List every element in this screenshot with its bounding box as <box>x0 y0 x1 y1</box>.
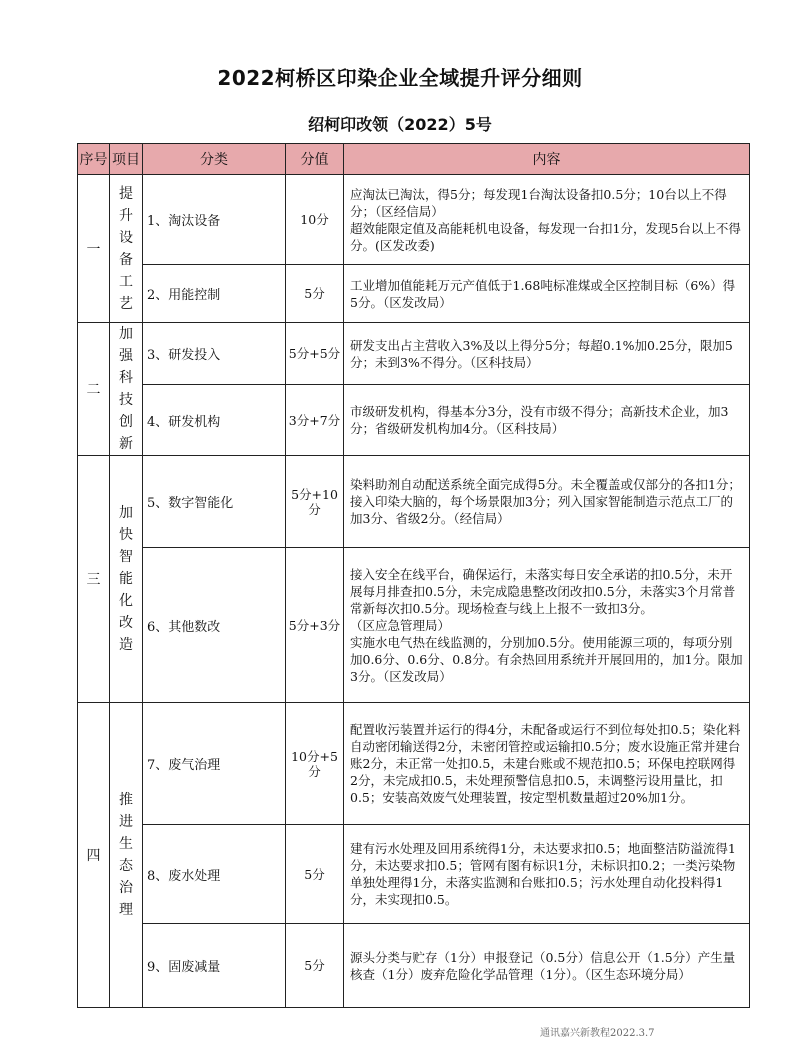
content-paragraph: 接入安全在线平台，确保运行，未落实每日安全承诺的扣0.5分，未开展每月排查扣0.5分，未完成隐患整改闭改扣0.5分，未落实3个月常普常新每次扣0.5分。现场检查与线上上报不一致扣3分。 <box>350 566 736 616</box>
item-content <box>344 323 750 385</box>
category-char: 艺 <box>119 295 133 312</box>
table-row <box>78 175 750 265</box>
category-char: 创 <box>119 414 133 430</box>
category-char: 提 <box>119 185 133 202</box>
item-name: 6、其他数改 <box>143 548 286 703</box>
category-char: 智 <box>119 549 133 565</box>
content-paragraph: 工业增加值能耗万元产值低于1.68吨标准煤或全区控制目标（6%）得5分。（区发改局） <box>350 277 736 310</box>
category-char: 改 <box>119 615 133 631</box>
table-row <box>78 548 750 703</box>
item-content <box>344 703 750 825</box>
header-project: 项目 <box>110 144 143 175</box>
table-row <box>78 265 750 323</box>
scoring-table <box>77 143 750 1008</box>
item-content <box>344 456 750 548</box>
item-score: 10分 <box>286 175 344 265</box>
table-row <box>78 703 750 825</box>
category-char: 加 <box>119 326 133 342</box>
document-subtitle: 绍柯印改领（2022）5号 <box>308 115 492 134</box>
group-category <box>110 456 143 703</box>
category-char: 治 <box>119 880 133 896</box>
item-score: 3分+7分 <box>286 385 344 456</box>
table-row <box>78 825 750 924</box>
item-score: 5分+5分 <box>286 323 344 385</box>
category-char: 进 <box>119 814 133 830</box>
item-score: 10分+5分 <box>286 703 344 825</box>
header-content: 内容 <box>344 144 750 175</box>
item-score: 5分 <box>286 265 344 323</box>
content-paragraph: 研发支出占主营收入3%及以上得分5分；每超0.1%加0.25分，限加5分；未到3%不得分。（区科技局） <box>350 337 733 370</box>
item-score: 5分 <box>286 825 344 924</box>
content-paragraph: 应淘汰已淘汰，得5分；每发现1台淘汰设备扣0.5分；10台以上不得分；（区经信局） <box>350 186 727 219</box>
table-row <box>78 385 750 456</box>
item-name: 4、研发机构 <box>143 385 286 456</box>
content-paragraph: 染料助剂自动配送系统全面完成得5分。未全覆盖或仅部分的各扣1分；接入印染大脑的，每个场景限加3分；列入国家智能制造示范点工厂的加3分、省级2分。（经信局） <box>350 477 741 526</box>
category-char: 化 <box>119 593 133 609</box>
item-content <box>344 175 750 265</box>
category-char: 能 <box>119 571 133 587</box>
item-name: 9、固废减量 <box>143 924 286 1008</box>
item-name: 8、废水处理 <box>143 825 286 924</box>
group-category <box>110 703 143 1008</box>
category-char: 态 <box>119 858 133 874</box>
header-category: 分类 <box>143 144 286 175</box>
category-char: 理 <box>119 902 133 918</box>
category-char: 设 <box>119 229 133 246</box>
category-char: 造 <box>119 637 133 653</box>
item-score: 5分+3分 <box>286 548 344 703</box>
item-content <box>344 825 750 924</box>
category-char: 新 <box>119 436 133 452</box>
category-char: 生 <box>119 836 133 852</box>
item-score: 5分+10分 <box>286 456 344 548</box>
header-score: 分值 <box>286 144 344 175</box>
group-category <box>110 175 143 323</box>
item-content <box>344 548 750 703</box>
content-paragraph: 超效能限定值及高能耗机电设备，每发现一台扣1分，发现5台以上不得分。(区发改委) <box>350 220 741 253</box>
content-paragraph: 市级研发机构，得基本分3分，没有市级不得分；高新技术企业，加3分；省级研发机构加4分。（区科技局） <box>350 404 729 437</box>
group-number: 一 <box>78 175 110 323</box>
item-content <box>344 265 750 323</box>
content-paragraph: 建有污水处理及回用系统得1分，未达要求扣0.5；地面整洁防溢流得1分，未达要求扣0.5；管网有图有标识1分，未标识扣0.2；一类污染物单独处理得1分，未落实监测和台账扣0.5；污水处理自动化投料得1分，未实现扣0.5。 <box>350 841 736 907</box>
item-name: 5、数字智能化 <box>143 456 286 548</box>
group-number: 四 <box>78 703 110 1008</box>
document-title: 2022柯桥区印染企业全域提升评分细则 <box>217 66 583 90</box>
category-char: 技 <box>119 392 133 408</box>
category-char: 强 <box>119 348 133 364</box>
table-header-row <box>78 144 750 175</box>
category-char: 加 <box>119 505 133 521</box>
table-row <box>78 323 750 385</box>
category-char: 工 <box>119 273 133 290</box>
item-content <box>344 385 750 456</box>
item-name: 7、废气治理 <box>143 703 286 825</box>
item-content <box>344 924 750 1008</box>
category-char: 科 <box>119 370 133 386</box>
footer-watermark: 通讯嘉兴新教程2022.3.7 <box>540 1028 655 1039</box>
category-char: 备 <box>119 251 133 268</box>
content-paragraph: 实施水电气热在线监测的，分别加0.5分。使用能源三项的，每项分别加0.6分、0.6分、0.8分。有余热回用系统并开展回用的，加1分。限加3分。（区发改局） <box>350 634 743 684</box>
content-paragraph: （区应急管理局） <box>350 617 451 633</box>
category-char: 推 <box>119 792 133 808</box>
item-name: 1、淘汰设备 <box>143 175 286 265</box>
header-number: 序号 <box>78 144 110 175</box>
item-name: 2、用能控制 <box>143 265 286 323</box>
group-number: 三 <box>78 456 110 703</box>
category-char: 快 <box>119 527 133 543</box>
category-char: 升 <box>119 207 133 224</box>
item-score: 5分 <box>286 924 344 1008</box>
content-paragraph: 配置收污装置并运行的得4分，未配备或运行不到位每处扣0.5；染化料自动密闭输送得2分，未密闭管控或运输扣0.5分；废水设施正常并建台账2分，未正常一处扣0.5，未建台账或不规范扣0.5；环保电控联网得2分，未完成扣0.5，未处理预警信息扣0.5，未调整污设用量比，扣0.5；安装高效废气处理装置，按定型机数量超过20%加1分。 <box>350 722 741 805</box>
group-number: 二 <box>78 323 110 456</box>
group-category <box>110 323 143 456</box>
content-paragraph: 源头分类与贮存（1分）申报登记（0.5分）信息公开（1.5分）产生量核查（1分）废弃危险化学品管理（1分）。（区生态环境分局） <box>350 949 736 982</box>
table-row <box>78 456 750 548</box>
item-name: 3、研发投入 <box>143 323 286 385</box>
table-row <box>78 924 750 1008</box>
